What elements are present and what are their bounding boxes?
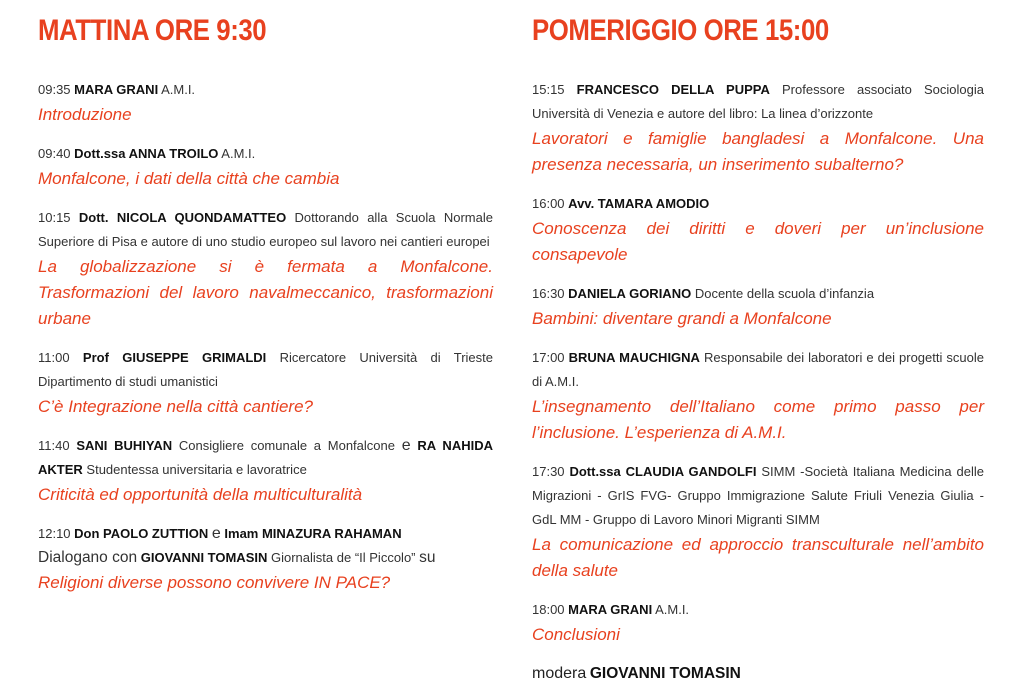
speaker-line bbox=[532, 282, 984, 306]
speaker-line bbox=[532, 78, 984, 126]
talk-title: Monfalcone, i dati della città che cambia bbox=[38, 169, 340, 188]
time: 12:10 bbox=[38, 526, 71, 541]
speaker-role: Responsabile dei laboratori e dei progetti scuole di A.M.I. bbox=[532, 350, 984, 389]
moderator-name: GIOVANNI TOMASIN bbox=[140, 550, 268, 565]
time: 17:30 bbox=[532, 464, 565, 479]
speaker-role-2: Studentessa universitaria e lavoratrice bbox=[86, 462, 307, 477]
conjunction: e bbox=[211, 525, 221, 542]
morning-heading: MATTINA ORE 9:30 bbox=[38, 14, 267, 47]
program-item bbox=[532, 346, 984, 446]
time: 11:00 bbox=[38, 350, 70, 365]
speaker-name: Dott. NICOLA QUONDAMATTEO bbox=[78, 210, 287, 225]
speaker-line bbox=[38, 206, 493, 254]
time: 15:15 bbox=[532, 82, 565, 97]
program-item bbox=[532, 460, 984, 584]
time: 11:40 bbox=[38, 438, 70, 453]
moderator-name: GIOVANNI TOMASIN bbox=[589, 665, 741, 682]
speaker-line bbox=[38, 434, 493, 482]
speaker-line bbox=[38, 522, 493, 570]
speaker-name-2: Imam MINAZURA RAHAMAN bbox=[224, 526, 402, 541]
talk-title: Religioni diverse possono convivere IN PACE? bbox=[38, 573, 391, 592]
speaker-role: A.M.I. bbox=[655, 602, 690, 617]
program-item bbox=[38, 434, 493, 508]
speaker-line bbox=[532, 346, 984, 394]
speaker-name: MARA GRANI bbox=[74, 82, 159, 97]
moderator-role: Giornalista de “Il Piccolo” bbox=[271, 550, 416, 565]
speaker-name: Dott.ssa CLAUDIA GANDOLFI bbox=[569, 464, 757, 479]
speaker-name-2: RA NAHIDA AKTER bbox=[38, 438, 493, 477]
speaker-name: SANI BUHIYAN bbox=[76, 438, 173, 453]
talk-title: La comunicazione ed approccio transculturale nell’ambito della salute bbox=[532, 535, 984, 580]
program-item bbox=[532, 598, 984, 648]
afternoon-program bbox=[532, 78, 984, 700]
speaker-name: FRANCESCO DELLA PUPPA bbox=[576, 82, 770, 97]
speaker-line bbox=[532, 460, 984, 532]
time: 09:40 bbox=[38, 146, 71, 161]
moderator-label: modera bbox=[532, 665, 587, 682]
time: 18:00 bbox=[532, 602, 565, 617]
talk-title: L’insegnamento dell’Italiano come primo passo per l’inclusione. L’esperienza di A.M.I. bbox=[532, 397, 984, 442]
program-item bbox=[532, 282, 984, 332]
speaker-line bbox=[38, 78, 493, 102]
program-item bbox=[532, 78, 984, 178]
speaker-name: MARA GRANI bbox=[568, 602, 653, 617]
speaker-role: Professore associato Sociologia Università di Venezia e autore del libro: La linea d’orizzonte bbox=[532, 82, 984, 121]
speaker-name: Don PAOLO ZUTTION bbox=[74, 526, 209, 541]
talk-title: Conclusioni bbox=[532, 625, 620, 644]
time: 10:15 bbox=[38, 210, 71, 225]
speaker-name: Dott.ssa ANNA TROILO bbox=[74, 146, 219, 161]
program-item bbox=[38, 78, 493, 128]
afternoon-heading: POMERIGGIO ORE 15:00 bbox=[532, 14, 829, 47]
speaker-line bbox=[532, 192, 984, 216]
speaker-role: A.M.I. bbox=[221, 146, 256, 161]
speaker-role: Ricercatore Università di Trieste Dipartimento di studi umanistici bbox=[38, 350, 493, 389]
speaker-line bbox=[532, 598, 984, 622]
program-item bbox=[38, 142, 493, 192]
talk-title: Bambini: diventare grandi a Monfalcone bbox=[532, 309, 832, 328]
moderator-line bbox=[532, 662, 984, 686]
speaker-name: DANIELA GORIANO bbox=[568, 286, 692, 301]
program-item bbox=[532, 192, 984, 268]
speaker-line bbox=[38, 142, 493, 166]
talk-title: C’è Integrazione nella città cantiere? bbox=[38, 397, 313, 416]
speaker-role: SIMM -Società Italiana Medicina delle Migrazioni - GrIS FVG- Gruppo Immigrazione Salute Friuli Venezia Giulia - GdL MM - Gruppo di Lavoro Minori Migranti SIMM bbox=[532, 464, 984, 527]
speaker-name: BRUNA MAUCHIGNA bbox=[568, 350, 700, 365]
talk-title: Lavoratori e famiglie bangladesi a Monfalcone. Una presenza necessaria, un inserimento subalterno? bbox=[532, 129, 984, 174]
dialogue-tail: su bbox=[419, 549, 436, 566]
speaker-role: Dottorando alla Scuola Normale Superiore di Pisa e autore di uno studio europeo sul lavoro nei cantieri europei bbox=[38, 210, 493, 249]
speaker-line bbox=[38, 346, 493, 394]
speaker-role: A.M.I. bbox=[161, 82, 196, 97]
time: 17:00 bbox=[532, 350, 565, 365]
talk-title: Criticità ed opportunità della multiculturalità bbox=[38, 485, 363, 504]
speaker-role: Consigliere comunale a Monfalcone bbox=[178, 438, 395, 453]
talk-title: Introduzione bbox=[38, 105, 132, 124]
speaker-name: Prof GIUSEPPE GRIMALDI bbox=[82, 350, 267, 365]
time: 16:00 bbox=[532, 196, 565, 211]
program-item bbox=[38, 522, 493, 596]
time: 09:35 bbox=[38, 82, 71, 97]
conjunction: e bbox=[401, 437, 411, 454]
talk-title: La globalizzazione si è fermata a Monfalcone. Trasformazioni del lavoro navalmeccanico, trasformazioni urbane bbox=[38, 257, 493, 328]
dialogue-lead: Dialogano con bbox=[38, 549, 138, 566]
talk-title: Conoscenza dei diritti e doveri per un’inclusione consapevole bbox=[532, 219, 984, 264]
program-item bbox=[38, 346, 493, 420]
speaker-role: Docente della scuola d’infanzia bbox=[694, 286, 875, 301]
morning-program bbox=[38, 78, 493, 610]
speaker-name: Avv. TAMARA AMODIO bbox=[568, 196, 710, 211]
time: 16:30 bbox=[532, 286, 565, 301]
program-item bbox=[38, 206, 493, 332]
